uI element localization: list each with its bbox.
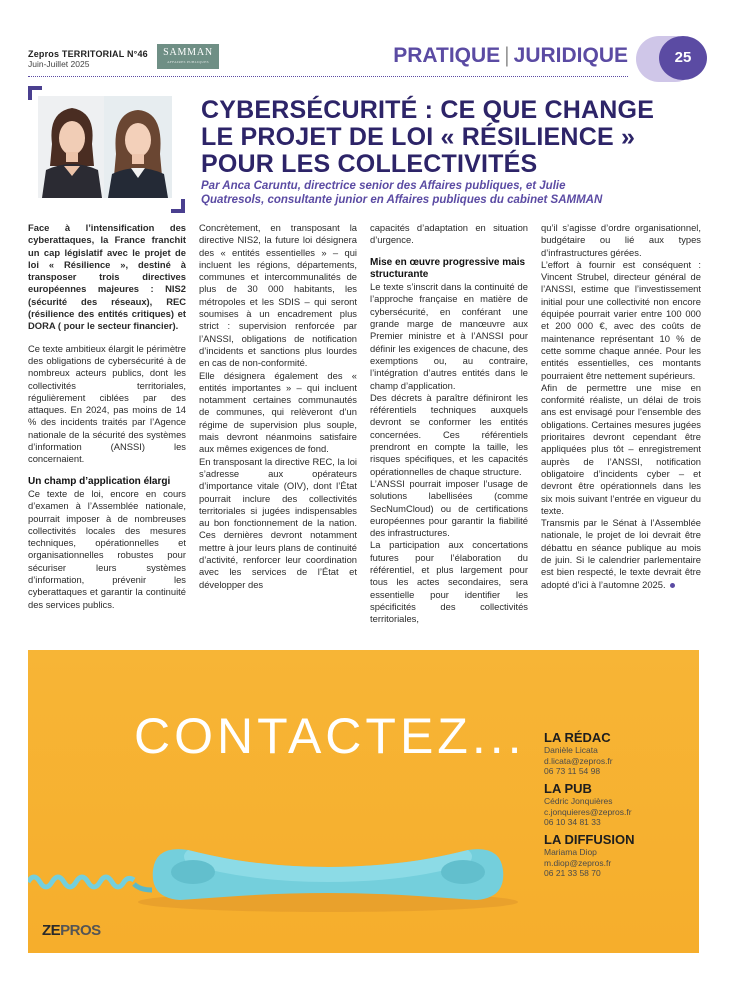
paragraph: Afin de permettre une mise en conformité réaliste, un délai de trois ans est envisagé pour l’ensemble des obligations. Certaines mesures jugées prioritaires devront cependant être appliquées plus tôt – enregistrement auprès de l’ANSSI, notification obligatoire d’incidents cyber – et devront être opérationnels dans les six mois suivant l’entrée en vigueur du texte.	[541, 381, 701, 516]
paragraph: Ce texte ambitieux élargit le périmètre des obligations de cybersécurité à de nombreux acteurs publics, dont les collectivités territoriales, régulièrement ciblées par des attaques. En 2024, pas moins de 14 % des incidents traités par l’Agence nationale de la sécurité des systèmes d’information (ANSSI) les concernaient.	[28, 342, 186, 465]
paragraph: Elle désignera également des « entités importantes » – qui incluent notamment certaines communautés de communes, qui relèveront d’un régime de supervision plus souple, mais devront néanmoins satisfaire aux mêmes exigences de fond.	[199, 369, 357, 455]
contact-block-diffusion	[544, 832, 635, 879]
photo-frame-corner-bottom-right	[171, 199, 185, 213]
contact-heading: LA DIFFUSION	[544, 832, 635, 847]
contact-name: Danièle Licata	[544, 745, 598, 755]
contact-email[interactable]: d.licata@zepros.fr	[544, 755, 613, 766]
article-lead: Face à l’intensification des cyberattaques, la France franchit un cap législatif avec le projet de loi « Résilience », destiné à transposer trois directives européennes majeures : NIS2 (sécurité des réseaux), REC (résilience des entités critiques) et DORA ( pour le secteur financier).	[28, 222, 186, 332]
publication-issue: Zepros TERRITORIAL N°46	[28, 49, 148, 59]
paragraph: L’ANSSI pourrait imposer l’usage de solutions labellisées (comme SecNumCloud) ou de certifications européennes pour garantir la fiabilité des infrastructures.	[370, 477, 528, 539]
contact-advertisement	[28, 650, 699, 953]
end-of-article-icon	[670, 583, 675, 588]
contact-heading: LA RÉDAC	[544, 730, 611, 745]
article-byline: Par Anca Caruntu, directrice senior des Affaires publiques, et Julie Quatresols, consultante junior en Affaires publiques du cabinet SAMMAN	[201, 180, 603, 206]
publication-date: Juin-Juillet 2025	[28, 59, 90, 69]
zepros-logo: ZEPROS	[42, 922, 101, 939]
contact-block-pub	[544, 781, 632, 828]
subheading-champ-application: Un champ d’application élargi	[28, 475, 171, 487]
paragraph: capacités d’adaptation en situation d’urgence.	[370, 222, 528, 246]
header-divider	[28, 76, 628, 77]
subheading-mise-en-oeuvre: Mise en œuvre progressive mais structurante	[370, 256, 526, 280]
author-photo-julie-quatresols	[104, 96, 172, 198]
page-number: 25	[659, 36, 707, 80]
rubric-separator: |	[504, 44, 510, 67]
contact-heading: LA PUB	[544, 781, 592, 796]
paragraph: Ce texte de loi, encore en cours d’examen à l’Assemblée nationale, pourrait imposer à de nombreuses collectivités locales des mesures techniques, opérationnelles et organisationnelles robustes pour sécuriser leurs systèmes d’information, prévenir les cyberattaques et garantir la continuité des services publics.	[28, 487, 186, 610]
paragraph: L’effort à fournir est conséquent : Vincent Strubel, directeur général de l’ANSSI, estime que l’investissement initial pour une collectivité non encore équipée pourrait varier entre 100 000 et 200 000 €, avec des coûts de maintenance représentant 10 % de cette somme chaque année. Pour les entités essentielles, ces montants pourraient être nettement supérieurs.	[541, 258, 701, 381]
contact-name: Cédric Jonquières	[544, 796, 613, 806]
section-rubric	[393, 44, 628, 68]
paragraph-final: Transmis par le Sénat à l’Assemblée nationale, le projet de loi devrait être débattu en séance publique au mois de juin. Si le calendrier parlementaire est bien respecté, le texte devrait être adopté d’ici à l’automne 2025.	[541, 517, 701, 590]
article-column-1	[28, 222, 186, 611]
paragraph: Concrètement, en transposant la directive NIS2, la future loi désignera des « entités essentielles » – qui incluent les régions, départements, communes et intercommunalités de plus de 30 000 habitants, les métropoles et les SDIS – qui seront soumises à un encadrement plus strict : supervision renforcée par l’ANSSI, obligations de notification d’incidents et sanctions plus lourdes en cas de non-conformité.	[199, 222, 357, 369]
contact-name: Mariama Diop	[544, 847, 597, 857]
paragraph: La participation aux concertations futures pour l’élaboration du référentiel, et plus largement pour tous les actes secondaires, sera essentielle pour identifier les spécificités des collectivités territoriales,	[370, 539, 528, 625]
contact-phone: 06 73 11 54 98	[544, 766, 601, 776]
contact-block-redac	[544, 730, 613, 777]
contact-phone: 06 21 33 58 70	[544, 868, 601, 878]
article-column-3	[370, 222, 528, 626]
paragraph: En transposant la directive REC, la loi s’adresse aux opérateurs d’importance vitale (OIV), dont l’État pourrait inclure des collectivités territoriales si jugées indispensables au bon fonctionnement de la nation. Ces dernières devront notamment mettre à jour leurs plans de continuité d’activité, renforcer leur coordination avec les services de l’État et développer des	[199, 455, 357, 590]
contact-phone: 06 10 34 81 33	[544, 817, 601, 827]
contact-email[interactable]: c.jonquieres@zepros.fr	[544, 806, 632, 817]
article-column-2	[199, 222, 357, 591]
rubric-juridique: JURIDIQUE	[513, 44, 628, 67]
author-photo-anca-caruntu	[38, 96, 106, 198]
sponsor-logo: SAMMAN AFFAIRES PUBLIQUES	[157, 44, 219, 69]
paragraph: qu’il s’agisse d’ordre organisationnel, budgétaire ou lié aux types d’infrastructures gérées.	[541, 222, 701, 258]
article-column-4	[541, 222, 701, 591]
rubric-pratique: PRATIQUE	[393, 44, 501, 67]
paragraph: Des décrets à paraître définiront les référentiels techniques auxquels devront se conformer les entités concernées. Ces référentiels prendront en compte la taille, les risques spécifiques, et les capacités opérationnelles de chaque structure.	[370, 391, 528, 477]
paragraph: Le texte s’inscrit dans la continuité de l’approche française en matière de cybersécurité, en conférant une grande marge de manœuvre aux Premier ministre et à l’ANSSI pour définir les exigences de chacune, des exemptions ou, au contraire, l’intégration d’autres entités dans le champ d’application.	[370, 281, 528, 391]
contact-email[interactable]: m.diop@zepros.fr	[544, 857, 612, 868]
article-title: CYBERSÉCURITÉ : CE QUE CHANGE LE PROJET DE LOI « RÉSILIENCE » POUR LES COLLECTIVITÉS	[201, 96, 655, 178]
ad-headline: CONTACTEZ...	[134, 708, 526, 764]
